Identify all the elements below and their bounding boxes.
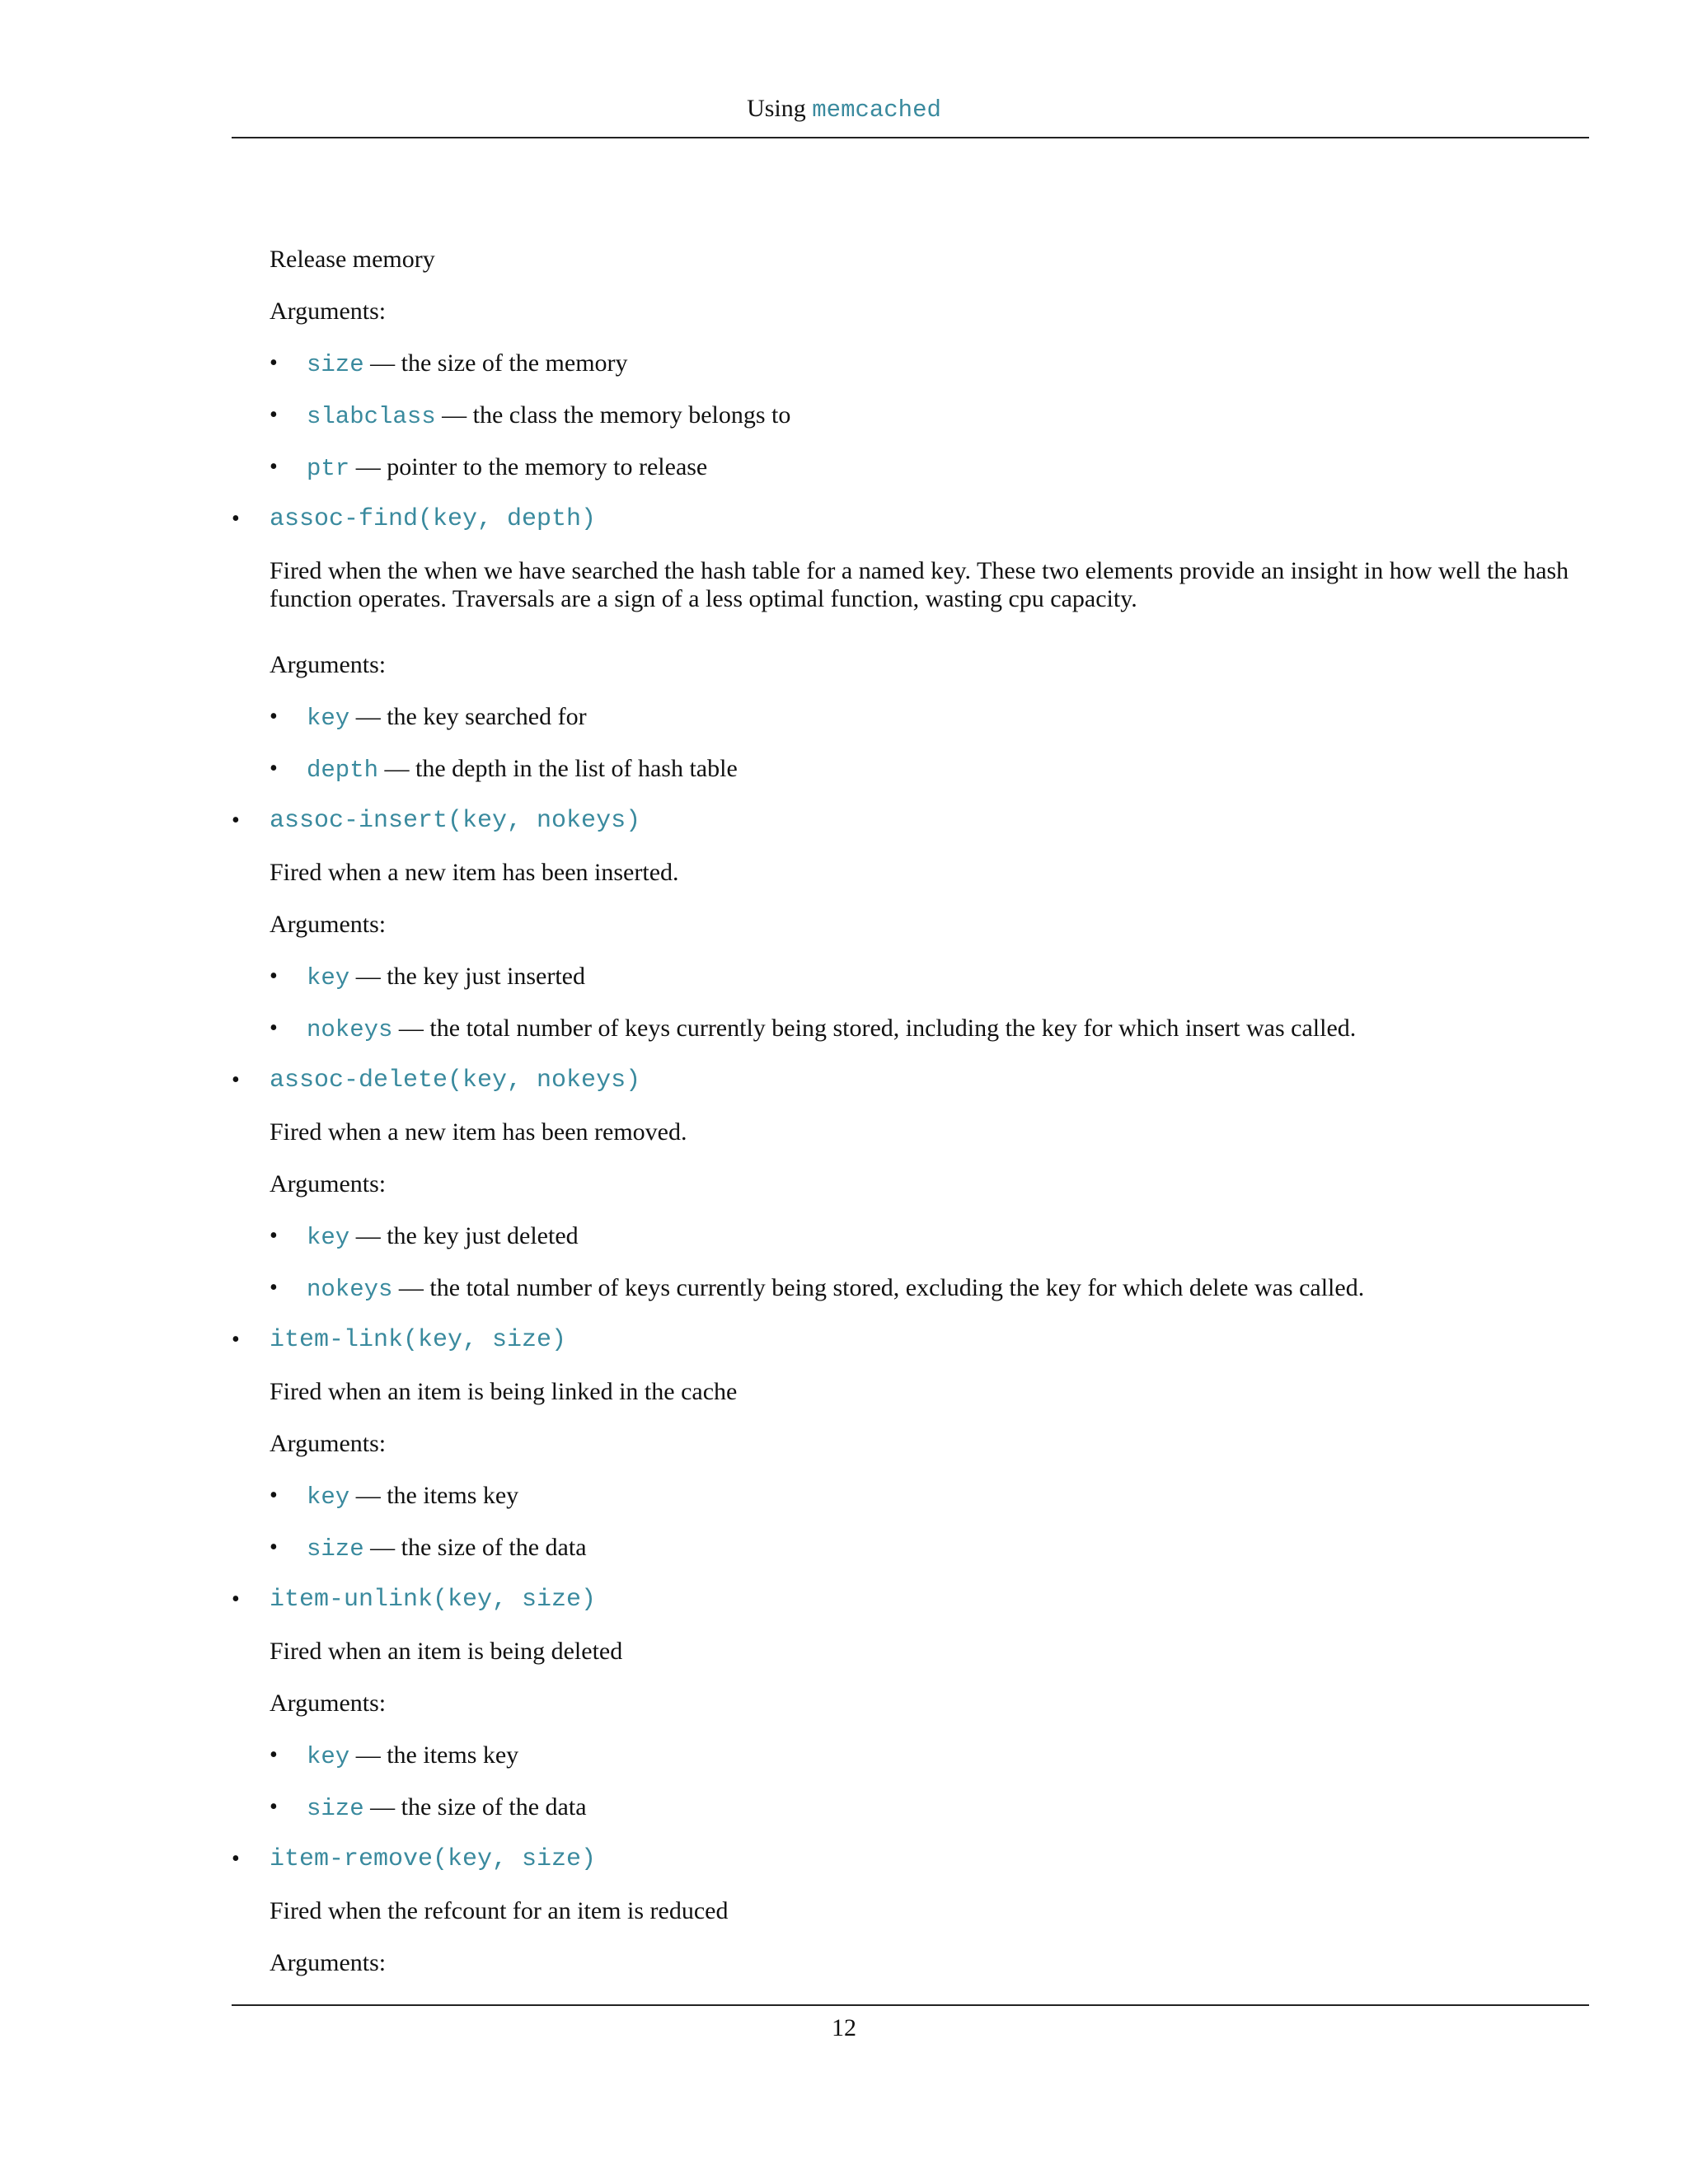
argument-item [307, 1222, 579, 1252]
argument-bullet: • [270, 704, 278, 729]
page-header [0, 92, 1688, 127]
probe-signature: assoc-find(key, depth) [270, 505, 597, 533]
argument-bullet: • [270, 963, 278, 989]
probe-description: Fired when the refcount for an item is reduced [270, 1897, 729, 1924]
probe-description: Fired when an item is being deleted [270, 1638, 623, 1665]
argument-desc: — the size of the data [363, 1534, 587, 1561]
argument-item [307, 1015, 1356, 1044]
argument-name: size [307, 1795, 364, 1822]
probe-signature: item-remove(key, size) [270, 1845, 597, 1873]
argument-name: ptr [307, 455, 350, 482]
argument-desc: — the items key [349, 1741, 519, 1769]
argument-bullet: • [270, 1535, 278, 1560]
probe-signature: assoc-insert(key, nokeys) [270, 807, 641, 835]
argument-name: slabclass [307, 403, 436, 430]
argument-item [307, 453, 707, 483]
argument-name: size [307, 1535, 364, 1563]
argument-desc: — pointer to the memory to release [349, 453, 708, 480]
footer-divider [232, 2004, 1589, 2006]
argument-desc: — the size of the data [363, 1793, 587, 1821]
argument-item [307, 349, 628, 379]
probe-signature: assoc-delete(key, nokeys) [270, 1066, 641, 1094]
argument-desc: — the class the memory belongs to [435, 401, 791, 429]
probe-bullet: • [232, 808, 240, 833]
argument-name: key [307, 1743, 350, 1770]
argument-name: key [307, 1483, 350, 1511]
argument-item [307, 1482, 518, 1511]
argument-desc: — the key just inserted [349, 963, 585, 990]
arguments-label: Arguments: [270, 1170, 387, 1197]
probe-signature: item-link(key, size) [270, 1326, 567, 1354]
argument-name: nokeys [307, 1276, 393, 1303]
argument-desc: — the total number of keys currently being stored, including the key for which insert was called. [392, 1015, 1357, 1042]
argument-name: depth [307, 757, 379, 784]
argument-name: key [307, 964, 350, 991]
probe-description: Fired when the when we have searched the hash table for a named key. These two elements provide an insight in how well the hash function operates. Traversals are a sign of a less optimal function, wasting cpu capacity. [270, 557, 1569, 612]
arguments-label: Arguments: [270, 1949, 387, 1976]
arguments-label: Arguments: [270, 651, 387, 678]
probe-bullet: • [232, 506, 240, 532]
argument-desc: — the items key [349, 1482, 519, 1509]
argument-item [307, 1741, 518, 1771]
argument-bullet: • [270, 1015, 278, 1041]
arguments-label: Arguments: [270, 911, 387, 938]
argument-bullet: • [270, 1223, 278, 1249]
page-number: 12 [832, 2014, 856, 2041]
probe-description: Fired when an item is being linked in the cache [270, 1378, 738, 1405]
argument-desc: — the key searched for [349, 703, 587, 730]
probe-description: Fired when a new item has been inserted. [270, 859, 679, 886]
argument-item [307, 1274, 1364, 1304]
argument-bullet: • [270, 350, 278, 376]
argument-bullet: • [270, 1275, 278, 1301]
argument-name: key [307, 1224, 350, 1251]
probe-description: Fired when a new item has been removed. [270, 1118, 687, 1146]
argument-item [307, 755, 738, 785]
description-text: Release memory [270, 246, 435, 273]
probe-bullet: • [232, 1586, 240, 1612]
argument-bullet: • [270, 454, 278, 480]
argument-item [307, 1793, 587, 1823]
argument-name: key [307, 705, 350, 732]
arguments-label: Arguments: [270, 1430, 387, 1457]
argument-bullet: • [270, 402, 278, 428]
argument-item [307, 1534, 587, 1563]
probe-bullet: • [232, 1067, 240, 1093]
probe-bullet: • [232, 1327, 240, 1352]
argument-desc: — the total number of keys currently being stored, excluding the key for which delete was called. [392, 1274, 1365, 1301]
header-code: memcached [812, 96, 941, 124]
argument-item [307, 703, 587, 733]
header-prefix: Using [747, 95, 806, 122]
arguments-label: Arguments: [270, 298, 387, 325]
argument-name: size [307, 351, 364, 378]
argument-name: nokeys [307, 1016, 393, 1043]
argument-bullet: • [270, 1742, 278, 1768]
header-divider [232, 137, 1589, 138]
argument-item [307, 401, 790, 431]
argument-desc: — the key just deleted [349, 1222, 579, 1249]
probe-bullet: • [232, 1846, 240, 1872]
probe-signature: item-unlink(key, size) [270, 1586, 597, 1614]
argument-desc: — the depth in the list of hash table [378, 755, 738, 782]
argument-item [307, 963, 585, 992]
argument-desc: — the size of the memory [363, 349, 628, 377]
argument-bullet: • [270, 756, 278, 781]
argument-bullet: • [270, 1483, 278, 1508]
argument-bullet: • [270, 1794, 278, 1820]
arguments-label: Arguments: [270, 1690, 387, 1717]
